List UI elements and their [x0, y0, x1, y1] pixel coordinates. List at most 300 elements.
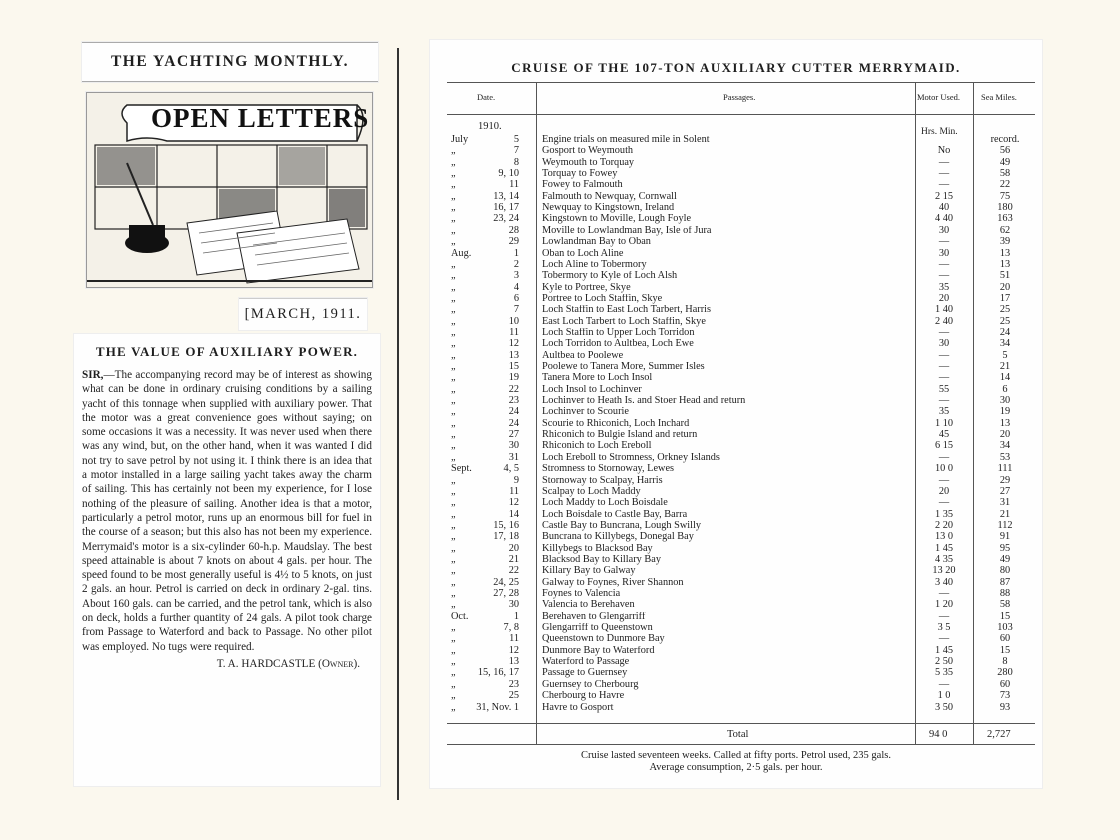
row-motor-used: 55: [938, 383, 950, 395]
row-day: 11: [509, 485, 519, 497]
row-passage: Waterford to Passage: [542, 657, 630, 668]
row-day: 23, 24: [493, 213, 519, 225]
row-month: „: [451, 326, 456, 338]
row-month: „: [451, 599, 456, 611]
row-day: 7, 8: [503, 622, 519, 634]
row-day: 30: [508, 599, 519, 611]
table-row: [447, 214, 1035, 225]
row-passage: Rhiconich to Loch Ereboll: [542, 441, 652, 452]
row-passage: Engine trials on measured mile in Solent: [542, 135, 710, 145]
row-month: Oct.: [451, 610, 469, 622]
row-month: „: [451, 542, 456, 554]
row-motor-used: —: [938, 497, 950, 509]
row-sea-miles: 20: [999, 429, 1011, 441]
row-sea-miles: 60: [999, 678, 1011, 690]
row-month: Sept.: [451, 463, 472, 475]
row-day: 23: [508, 395, 519, 407]
row-month: „: [451, 519, 456, 531]
row-passage: Loch Ereboll to Stromness, Orkney Islands: [542, 452, 720, 463]
row-motor-used: —: [938, 236, 950, 248]
row-passage: Tanera More to Loch Insol: [542, 373, 653, 384]
footer-line-1: Cruise lasted seventeen weeks. Called at fifty ports. Petrol used, 235 gals.: [581, 750, 891, 761]
row-passage: Castle Bay to Buncrana, Lough Swilly: [542, 520, 702, 531]
table-row: [447, 521, 1035, 532]
letter-title: THE VALUE OF AUXILIARY POWER.: [95, 344, 359, 359]
row-month: „: [451, 315, 456, 327]
row-day: 19: [508, 372, 519, 384]
row-day: 31: [508, 451, 519, 463]
table-row: [447, 419, 1035, 430]
row-motor-used: 1 0: [937, 690, 951, 702]
table-row: [447, 339, 1035, 350]
row-month: „: [451, 190, 456, 202]
row-passage: Passage to Guernsey: [542, 668, 628, 679]
row-sea-miles: 21: [999, 361, 1011, 372]
row-day: 13, 14: [493, 190, 519, 202]
table-row: [447, 589, 1035, 600]
row-month: „: [451, 236, 456, 248]
row-sea-miles: 24: [999, 326, 1011, 338]
row-motor-used: No: [937, 145, 951, 157]
table-row: [447, 373, 1035, 384]
row-passage: Loch Maddy to Loch Boisdale: [542, 498, 668, 509]
row-month: „: [451, 667, 456, 679]
row-month: „: [451, 690, 456, 702]
row-passage: Glengarriff to Queenstown: [542, 623, 653, 634]
table-row: [447, 407, 1035, 418]
table-row: [447, 362, 1035, 373]
row-day: 9: [513, 474, 519, 486]
table-row: [447, 158, 1035, 169]
row-motor-used: —: [938, 361, 950, 372]
row-month: „: [451, 338, 456, 350]
letter-body: [82, 368, 372, 654]
row-sea-miles: 19: [999, 406, 1011, 418]
table-row: [447, 385, 1035, 396]
row-month: „: [451, 270, 456, 282]
total-motor: 94 0: [929, 729, 948, 740]
row-month: „: [451, 429, 456, 441]
row-day: 24, 25: [493, 576, 519, 588]
row-month: „: [451, 588, 456, 599]
table-row: [447, 249, 1035, 260]
table-row: [447, 634, 1035, 645]
row-motor-used: 1 20: [934, 599, 954, 611]
row-day: 8: [513, 156, 519, 168]
row-month: „: [451, 451, 456, 463]
row-sea-miles: 73: [999, 690, 1011, 702]
row-motor-used: 20: [938, 292, 950, 304]
masthead: THE YACHTING MONTHLY.: [82, 42, 378, 82]
table-row: [447, 430, 1035, 441]
row-passage: Rhiconich to Bulgie Island and return: [542, 430, 698, 441]
row-day: 4: [513, 281, 519, 293]
row-passage: Blacksod Bay to Killary Bay: [542, 554, 661, 565]
letter-signature: T. A. HARDCASTLE (Owner).: [216, 657, 360, 670]
row-month: „: [451, 644, 456, 656]
row-month: „: [451, 361, 456, 372]
row-month: „: [451, 202, 456, 214]
table-row: [447, 317, 1035, 328]
row-sea-miles: 163: [997, 213, 1013, 225]
row-motor-used: —: [938, 168, 950, 180]
row-day: 13: [508, 656, 519, 668]
letter-column: [74, 334, 380, 786]
row-motor-used: 10 0: [934, 463, 954, 475]
row-month: „: [451, 485, 456, 497]
row-motor-used: 13 20: [932, 565, 956, 577]
table-row: [447, 271, 1035, 282]
table-row: [447, 169, 1035, 180]
row-sea-miles: 8: [1002, 656, 1008, 668]
row-passage: Dunmore Bay to Waterford: [542, 645, 655, 656]
row-motor-used: —: [938, 258, 950, 270]
row-sea-miles: 280: [997, 667, 1013, 679]
row-motor-used: 4 40: [934, 213, 954, 225]
row-month: „: [451, 497, 456, 509]
row-sea-miles: 91: [999, 531, 1011, 543]
table-row: [447, 532, 1035, 543]
row-sea-miles: 49: [999, 156, 1011, 168]
row-day: 25: [508, 690, 519, 702]
row-month: „: [451, 156, 456, 168]
row-month: „: [451, 304, 456, 316]
row-month: „: [451, 292, 456, 304]
row-sea-miles: 39: [999, 236, 1011, 248]
row-sea-miles: 80: [999, 565, 1011, 577]
row-sea-miles: 62: [999, 224, 1011, 236]
table-row: [447, 600, 1035, 611]
table-row: [447, 680, 1035, 691]
row-motor-used: 2 15: [934, 190, 954, 202]
row-sea-miles: 13: [999, 247, 1011, 259]
row-day: 2: [513, 258, 519, 270]
row-month: „: [451, 213, 456, 225]
row-day: 1: [513, 610, 519, 622]
hrs-min-label: Hrs. Min.: [921, 127, 958, 137]
row-passage: Berehaven to Glengarriff: [542, 611, 646, 622]
row-day: 1: [513, 247, 519, 259]
row-passage: East Loch Tarbert to Loch Staffin, Skye: [542, 316, 706, 327]
header-sea-miles: Sea Miles.: [981, 92, 1017, 102]
table-row: [447, 328, 1035, 339]
row-day: 5: [513, 134, 519, 145]
row-motor-used: —: [938, 270, 950, 282]
row-month: Aug.: [451, 247, 472, 259]
row-motor-used: 3 40: [934, 576, 954, 588]
table-row: [447, 566, 1035, 577]
row-motor-used: 6 15: [934, 440, 954, 452]
table-title: CRUISE OF THE 107-TON AUXILIARY CUTTER MERRYMAID.: [511, 60, 961, 75]
row-sea-miles: 112: [997, 519, 1013, 531]
row-motor-used: 3 50: [934, 701, 954, 713]
row-passage: Buncrana to Killybegs, Donegal Bay: [542, 532, 694, 543]
row-day: 11: [509, 633, 519, 645]
row-passage: Lochinver to Heath Is. and Stoer Head and return: [542, 396, 746, 407]
footer-line-2: Average consumption, 2·5 gals. per hour.: [649, 762, 823, 773]
row-sea-miles: 180: [997, 202, 1013, 214]
row-day: 31, Nov. 1: [476, 701, 519, 713]
row-sea-miles: 25: [999, 304, 1011, 316]
row-sea-miles: 30: [999, 395, 1011, 407]
row-day: 21: [508, 553, 519, 565]
table-row: [447, 351, 1035, 362]
cruise-table-page: [430, 40, 1042, 788]
table-row: [447, 646, 1035, 657]
row-passage: Weymouth to Torquay: [542, 157, 635, 168]
row-sea-miles: 13: [999, 417, 1011, 429]
total-label: Total: [727, 729, 749, 740]
row-passage: Gosport to Weymouth: [542, 146, 634, 157]
row-motor-used: 1 45: [934, 542, 954, 554]
row-month: „: [451, 474, 456, 486]
table-row: [447, 498, 1035, 509]
table-row: [447, 305, 1035, 316]
row-month: „: [451, 281, 456, 293]
row-day: 17, 18: [493, 531, 519, 543]
row-month: „: [451, 383, 456, 395]
row-passage: Kyle to Portree, Skye: [542, 282, 631, 293]
row-passage: Lochinver to Scourie: [542, 407, 629, 418]
column-divider: [397, 48, 399, 800]
row-month: „: [451, 395, 456, 407]
row-sea-miles: 29: [999, 474, 1011, 486]
row-sea-miles: 95: [999, 542, 1011, 554]
row-month: „: [451, 372, 456, 384]
row-month: „: [451, 656, 456, 668]
row-day: 23: [508, 678, 519, 690]
total-row: [447, 723, 1035, 745]
row-motor-used: 2 40: [934, 315, 954, 327]
row-day: 24: [508, 417, 519, 429]
row-motor-used: 40: [938, 202, 950, 214]
row-day: 22: [508, 565, 519, 577]
row-day: 12: [508, 644, 519, 656]
row-day: 29: [508, 236, 519, 248]
row-passage: Galway to Foynes, River Shannon: [542, 577, 684, 588]
row-sea-miles: 58: [999, 599, 1011, 611]
row-month: „: [451, 633, 456, 645]
row-day: 27, 28: [493, 588, 519, 599]
table-row: [447, 396, 1035, 407]
row-sea-miles: 53: [999, 451, 1011, 463]
row-sea-miles: 111: [997, 463, 1013, 475]
row-month: „: [451, 622, 456, 634]
row-sea-miles: 75: [999, 190, 1011, 202]
row-day: 20: [508, 542, 519, 554]
row-motor-used: 20: [938, 485, 950, 497]
table-row: [447, 226, 1035, 237]
row-sea-miles: 60: [999, 633, 1011, 645]
row-motor-used: 35: [938, 281, 950, 293]
header-passages: Passages.: [723, 92, 756, 102]
open-letters-banner: [86, 92, 373, 288]
row-sea-miles: 22: [999, 179, 1011, 191]
row-passage: Havre to Gosport: [542, 702, 614, 713]
row-passage: Loch Insol to Lochinver: [542, 384, 642, 395]
row-day: 10: [508, 315, 519, 327]
row-motor-used: —: [938, 588, 950, 599]
row-motor-used: —: [938, 633, 950, 645]
table-row: [447, 657, 1035, 668]
table-row: [447, 237, 1035, 248]
row-passage: Aultbea to Poolewe: [542, 350, 624, 361]
header-motor-used: Motor Used.: [917, 92, 960, 102]
total-miles: 2,727: [987, 729, 1011, 740]
row-day: 14: [508, 508, 519, 520]
row-motor-used: 1 40: [934, 304, 954, 316]
row-day: 30: [508, 440, 519, 452]
row-passage: Guernsey to Cherbourg: [542, 679, 639, 690]
row-day: 11: [509, 179, 519, 191]
row-passage: Loch Staffin to Upper Loch Torridon: [542, 327, 695, 338]
row-passage: Queenstown to Dunmore Bay: [542, 634, 665, 645]
table-row: [447, 464, 1035, 475]
row-sea-miles: 20: [999, 281, 1011, 293]
row-month: „: [451, 349, 456, 361]
row-day: 3: [513, 270, 519, 282]
row-sea-miles: record.: [990, 134, 1020, 145]
row-sea-miles: 103: [997, 622, 1013, 634]
letter-text: —The accompanying record may be of interest as showing what can be done in ordinary cruising conditions by a sailing yacht of this tonnage when supplied with auxiliary power. That the motor was a great convenience goes without saying; on some occasions it was a necessity. It was never used when there was any wind, but, on the other hand, when it was wanted I did not try to save petrol by not using it. I think there is an idea that a motor installed in a large sailing yacht takes away the charm of sailing. This has certainly not been my experience, for I lose nothing of the pleasure of sailing. Another idea is that a motor, particularly a petrol motor, runs up an enormous bill for fuel in the course of a season; but this also has not been my experience. Merrymaid's motor is a six-cylinder 60-h.p. Maudslay. The best speed attainable is about 7 knots on about 4 gals. per hour. The speed found to be most generally useful is 4½ to 5 knots, on just 2 gals. an hour. Petrol is carried on deck in ordinary 2-gal. tins. About 160 gals. can be carried, and the petrol tank, which is also on deck, holds a further quantity of 24 gals. A pilot took charge from Passage to Waterford and back to Passage. No other pilot was employed. No tugs were required.: [82, 369, 372, 653]
row-passage: Stromness to Stornoway, Lewes: [542, 464, 675, 475]
row-passage: Newquay to Kingstown, Ireland: [542, 203, 675, 214]
row-passage: Cherbourg to Havre: [542, 691, 625, 702]
table-row: [447, 283, 1035, 294]
table-row: [447, 180, 1035, 191]
row-day: 4, 5: [503, 463, 519, 475]
row-motor-used: —: [938, 349, 950, 361]
table-row: [447, 146, 1035, 157]
row-month: „: [451, 406, 456, 418]
row-motor-used: 2 20: [934, 519, 954, 531]
row-sea-miles: 56: [999, 145, 1011, 157]
letter-salutation: SIR,: [82, 369, 104, 381]
table-row: [447, 612, 1035, 623]
row-day: 24: [508, 406, 519, 418]
row-motor-used: 13 0: [934, 531, 954, 543]
row-day: 11: [509, 326, 519, 338]
issue-date: [MARCH, 1911.: [239, 298, 367, 330]
row-month: „: [451, 440, 456, 452]
row-sea-miles: 15: [999, 610, 1011, 622]
row-motor-used: —: [938, 610, 950, 622]
row-passage: Lowlandman Bay to Oban: [542, 237, 651, 248]
row-month: „: [451, 417, 456, 429]
table-row: [447, 487, 1035, 498]
row-sea-miles: 13: [999, 258, 1011, 270]
row-passage: Foynes to Valencia: [542, 589, 621, 599]
row-motor-used: 1 35: [934, 508, 954, 520]
row-passage: Loch Boisdale to Castle Bay, Barra: [542, 509, 688, 520]
row-passage: Loch Aline to Tobermory: [542, 259, 647, 270]
row-month: „: [451, 145, 456, 157]
row-motor-used: —: [938, 678, 950, 690]
banner-title: OPEN LETTERS: [151, 103, 370, 133]
row-motor-used: 1 45: [934, 644, 954, 656]
table-row: [447, 691, 1035, 702]
row-passage: Scourie to Rhiconich, Loch Inchard: [542, 418, 690, 429]
row-sea-miles: 17: [999, 292, 1011, 304]
table-row: [447, 476, 1035, 487]
header-date: Date.: [477, 92, 496, 102]
row-motor-used: 30: [938, 247, 950, 259]
row-day: 15: [508, 361, 519, 372]
row-passage: Fowey to Falmouth: [542, 180, 623, 191]
row-month: „: [451, 531, 456, 543]
row-passage: Stornoway to Scalpay, Harris: [542, 475, 663, 486]
table-row: [447, 703, 1035, 714]
row-month: „: [451, 565, 456, 577]
row-motor-used: —: [938, 326, 950, 338]
row-day: 13: [508, 349, 519, 361]
table-row: [447, 192, 1035, 203]
year-label: 1910.: [478, 121, 502, 132]
row-passage: Poolewe to Tanera More, Summer Isles: [542, 362, 705, 372]
row-month: „: [451, 168, 456, 180]
row-motor-used: 45: [938, 429, 950, 441]
row-sea-miles: 14: [999, 372, 1011, 384]
row-passage: Moville to Lowlandman Bay, Isle of Jura: [542, 225, 712, 236]
row-passage: Loch Torridon to Aultbea, Loch Ewe: [542, 339, 694, 350]
table-row: [447, 668, 1035, 679]
row-passage: Falmouth to Newquay, Cornwall: [542, 191, 677, 202]
row-motor-used: —: [938, 372, 950, 384]
table-row: [447, 294, 1035, 305]
row-month: „: [451, 179, 456, 191]
row-day: 22: [508, 383, 519, 395]
row-sea-miles: 15: [999, 644, 1011, 656]
row-sea-miles: 27: [999, 485, 1011, 497]
table-row: [447, 544, 1035, 555]
row-sea-miles: 93: [999, 701, 1011, 713]
row-motor-used: —: [938, 451, 950, 463]
row-sea-miles: 58: [999, 168, 1011, 180]
row-motor-used: 35: [938, 406, 950, 418]
row-day: 9, 10: [498, 168, 519, 180]
row-sea-miles: 31: [999, 497, 1011, 509]
row-motor-used: 3 5: [937, 622, 951, 634]
row-motor-used: —: [938, 179, 950, 191]
table-row: [447, 555, 1035, 566]
row-sea-miles: 88: [999, 588, 1011, 599]
table-row: [447, 578, 1035, 589]
row-passage: Scalpay to Loch Maddy: [542, 486, 641, 497]
row-sea-miles: 21: [999, 508, 1011, 520]
row-month: „: [451, 258, 456, 270]
row-day: 28: [508, 224, 519, 236]
row-passage: Killybegs to Blacksod Bay: [542, 543, 653, 554]
row-passage: Torquay to Fowey: [542, 169, 618, 180]
row-passage: Tobermory to Kyle of Loch Alsh: [542, 271, 678, 282]
row-sea-miles: 25: [999, 315, 1011, 327]
table-row: [447, 510, 1035, 521]
row-sea-miles: 5: [1002, 349, 1008, 361]
row-motor-used: —: [938, 395, 950, 407]
row-motor-used: 5 35: [934, 667, 954, 679]
row-month: „: [451, 576, 456, 588]
row-month: „: [451, 678, 456, 690]
row-passage: Loch Staffin to East Loch Tarbert, Harris: [542, 305, 712, 316]
table-footer: [430, 750, 1042, 774]
row-motor-used: 1 10: [934, 417, 954, 429]
row-passage: Killary Bay to Galway: [542, 566, 636, 577]
row-month: „: [451, 224, 456, 236]
row-day: 12: [508, 497, 519, 509]
row-motor-used: 30: [938, 338, 950, 350]
row-motor-used: —: [938, 156, 950, 168]
row-passage: Portree to Loch Staffin, Skye: [542, 293, 663, 304]
